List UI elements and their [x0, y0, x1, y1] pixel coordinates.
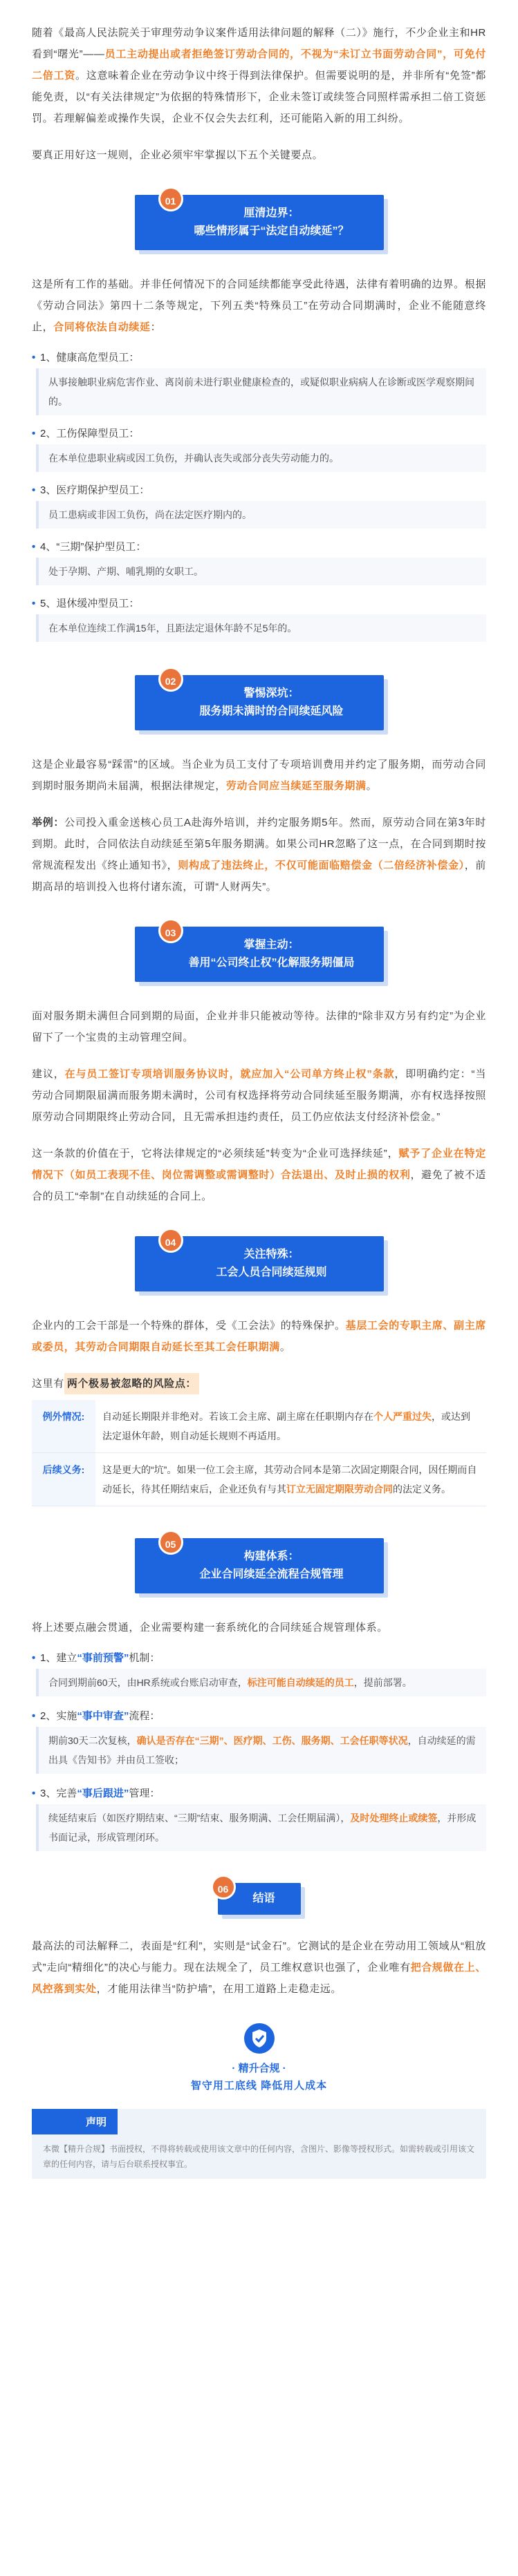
- section-3-paragraph-2: 建议，在与员工签订专项培训服务协议时，就应加入“公司单方终止权”条款，即明确约定：“当劳动合同期限届满而服务期未满时，公司有权选择将劳动合同续延至服务期满，亦有权选择按照原劳动合同期限终止劳动合同，且无需承担违约责任，员工仍应依法支付经济补偿金。”: [32, 1068, 486, 1123]
- declaration-text: 本微【精升合规】书面授权，不得将转载或使用该文章中的任何内容，含图片、影像等授权形式。如需转载或引用该文章的任何内容，请与后台联系授权事宜。: [43, 2144, 475, 2169]
- list-item-title: • 5、退休缓冲型员工：: [32, 594, 486, 614]
- list-item-title: • 2、实施“事中审查”流程：: [32, 1706, 486, 1727]
- table-cell-value: 这是更大的“坑”。如果一位工会主席，其劳动合同本是第二次固定期限合同，因任期而自动延长，待其任期结束后，企业还负有与其订立无固定期限劳动合同的法定义务。: [95, 1453, 486, 1506]
- special-employee-list: [32, 348, 486, 642]
- section-number-badge: 03: [158, 918, 183, 943]
- section-number-badge: 01: [158, 187, 183, 211]
- table-row: [32, 1400, 486, 1453]
- list-item-desc: 续延结束后（如医疗期结束、“三期”结束、服务期满、工会任期届满），及时处理终止或续签，并形成书面记录，形成管理闭环。: [36, 1804, 486, 1851]
- conclusion-paragraph: 最高法的司法解释二，表面是“红利”，实则是“试金石”。它测试的是企业在劳动用工领域从“粗放式”走向“精细化”的决心与能力。现在法规全了，员工维权意识也强了，企业唯有把合规做在上、风控落到实处，才能用法律当“防护墙”，在用工道路上走稳走远。: [32, 1940, 486, 1995]
- intro-paragraph-2: 要真正用好这一规则，企业必须牢牢掌握以下五个关键要点。: [32, 149, 324, 161]
- list-item-desc: 员工患病或非因工负伤，尚在法定医疗期内的。: [36, 501, 486, 529]
- list-item-desc: 在本单位连续工作满15年，且距法定退休年龄不足5年的。: [36, 614, 486, 642]
- risk-table: [32, 1400, 486, 1506]
- section-heading-2: 02 警惕深坑： 服务期未满时的合同续延风险: [135, 675, 384, 730]
- section-heading-4: 04 关注特殊： 工会人员合同续延规则: [135, 1236, 384, 1291]
- section-4-paragraph-1: 企业内的工会干部是一个特殊的群体，受《工会法》的特殊保护。基层工会的专职主席、副主席或委员，其劳动合同期限自动延长至其工会任职期满。: [32, 1320, 486, 1353]
- section-heading-1: 01 厘清边界： 哪些情形属于“法定自动续延”？: [135, 195, 384, 250]
- list-item-title: • 1、健康高危型员工：: [32, 348, 486, 368]
- section-5-paragraph-1: 将上述要点融会贯通，企业需要构建一套系统化的合同续延合规管理体系。: [32, 1622, 388, 1633]
- list-item-desc: 从事接触职业病危害作业、离岗前未进行职业健康检查的，或疑似职业病病人在诊断或医学观察期间的。: [36, 368, 486, 415]
- process-list: [32, 1648, 486, 1851]
- section-2-example: 举例：公司投入重金送核心员工A赴海外培训，并约定服务期5年。然而，原劳动合同在第3年时到期。此时，合同依法自动续延至第5年服务期满。如果公司HR忽略了这一点，在合同到期时按常规流程发出《终止通知书》，则构成了违法终止，不仅可能面临赔偿金（二倍经济补偿金），前期高昂的培训投入也将付诸东流，可谓“人财两失”。: [32, 817, 487, 893]
- section-2-paragraph-1: 这是企业最容易“踩雷”的区域。当企业为员工支付了专项培训费用并约定了服务期，而劳动合同到期时服务期尚未届满，根据法律规定，劳动合同应当续延至服务期满。: [32, 759, 486, 792]
- section-4-paragraph-2: 这里有 两个极易被忽略的风险点：: [32, 1373, 486, 1394]
- list-item-desc: 在本单位患职业病或因工负伤，并确认丧失或部分丧失劳动能力的。: [36, 444, 486, 472]
- table-row: [32, 1453, 486, 1506]
- section-1-paragraph: 这是所有工作的基础。并非任何情况下的合同延续都能享受此待遇，法律有着明确的边界。根据《劳动合同法》第四十二条等规定，下列五类“特殊员工”在劳动合同期满时，企业不能随意终止，合同将依法自动续延：: [32, 278, 486, 333]
- brand-tagline: · 精升合规 ·: [232, 2063, 286, 2074]
- list-item-desc: 处于孕期、产期、哺乳期的女职工。: [36, 558, 486, 585]
- shield-check-icon: [244, 2023, 275, 2054]
- section-3-paragraph-3: 这一条款的价值在于，它将法律规定的“必须续延”转变为“企业可选择续延”，赋予了企业在特定情况下（如员工表现不佳、岗位需调整或需调整时）合法退出、及时止损的权利，避免了被不适合的员工“牵制”在自动续延的合同上。: [32, 1148, 486, 1202]
- section-3-paragraph-1: 面对服务期未满但合同到期的局面，企业并非只能被动等待。法律的“除非双方另有约定”为企业留下了一个宝贵的主动管理空间。: [32, 1010, 486, 1043]
- section-number-badge: 02: [158, 667, 183, 692]
- list-item-title: • 3、医疗期保护型员工：: [32, 480, 486, 501]
- list-item-desc: 期前30天二次复核，确认是否存在“三期”、医疗期、工伤、服务期、工会任职等状况，自动续延的需出具《告知书》并由员工签收；: [36, 1727, 486, 1774]
- list-item-title: • 3、完善“事后跟进”管理：: [32, 1783, 486, 1804]
- declaration-box: [32, 2109, 486, 2179]
- list-item-desc: 合同到期前60天，由HR系统或台账启动审查，标注可能自动续延的员工，提前部署。: [36, 1669, 486, 1696]
- declaration-title: 声明: [32, 2109, 118, 2134]
- table-cell-value: 自动延长期限并非绝对。若该工会主席、副主席在任职期内存在个人严重过失，或达到法定退休年龄，则自动延长规则不再适用。: [95, 1400, 486, 1453]
- list-item-title: • 1、建立“事前预警”机制：: [32, 1648, 486, 1669]
- section-heading-3: 03 掌握主动： 善用“公司终止权”化解服务期僵局: [135, 927, 384, 982]
- table-cell-key: 后续义务:: [32, 1453, 95, 1506]
- section-number-badge: 06: [211, 1875, 236, 1900]
- list-item-title: • 4、“三期”保护型员工：: [32, 537, 486, 558]
- section-number-badge: 05: [158, 1530, 183, 1555]
- table-cell-key: 例外情况:: [32, 1400, 95, 1453]
- section-number-badge: 04: [158, 1228, 183, 1253]
- list-item-title: • 2、工伤保障型员工：: [32, 424, 486, 444]
- intro-paragraph-1: 随着《最高人民法院关于审理劳动争议案件适用法律问题的解释（二）》施行，不少企业主和HR看到“曙光”——员工主动提出或者拒绝签订劳动合同的，不视为“未订立书面劳动合同”，可免付二倍工资。这意味着企业在劳动争议中终于得到法律保护。但需要说明的是，并非所有“免签”都能免责，以“有关法律规定”为依据的特殊情形下，企业未签订或续签合同照样需承担二倍工资惩罚。若理解偏差或操作失误，企业不仅会失去红利，还可能陷入新的用工纠纷。: [32, 27, 486, 124]
- brand-slogan: 智守用工底线 降低用人成本: [190, 2080, 328, 2092]
- section-heading-6: 06 结语: [218, 1883, 301, 1915]
- section-heading-5: 05 构建体系： 企业合同续延全流程合规管理: [135, 1538, 384, 1593]
